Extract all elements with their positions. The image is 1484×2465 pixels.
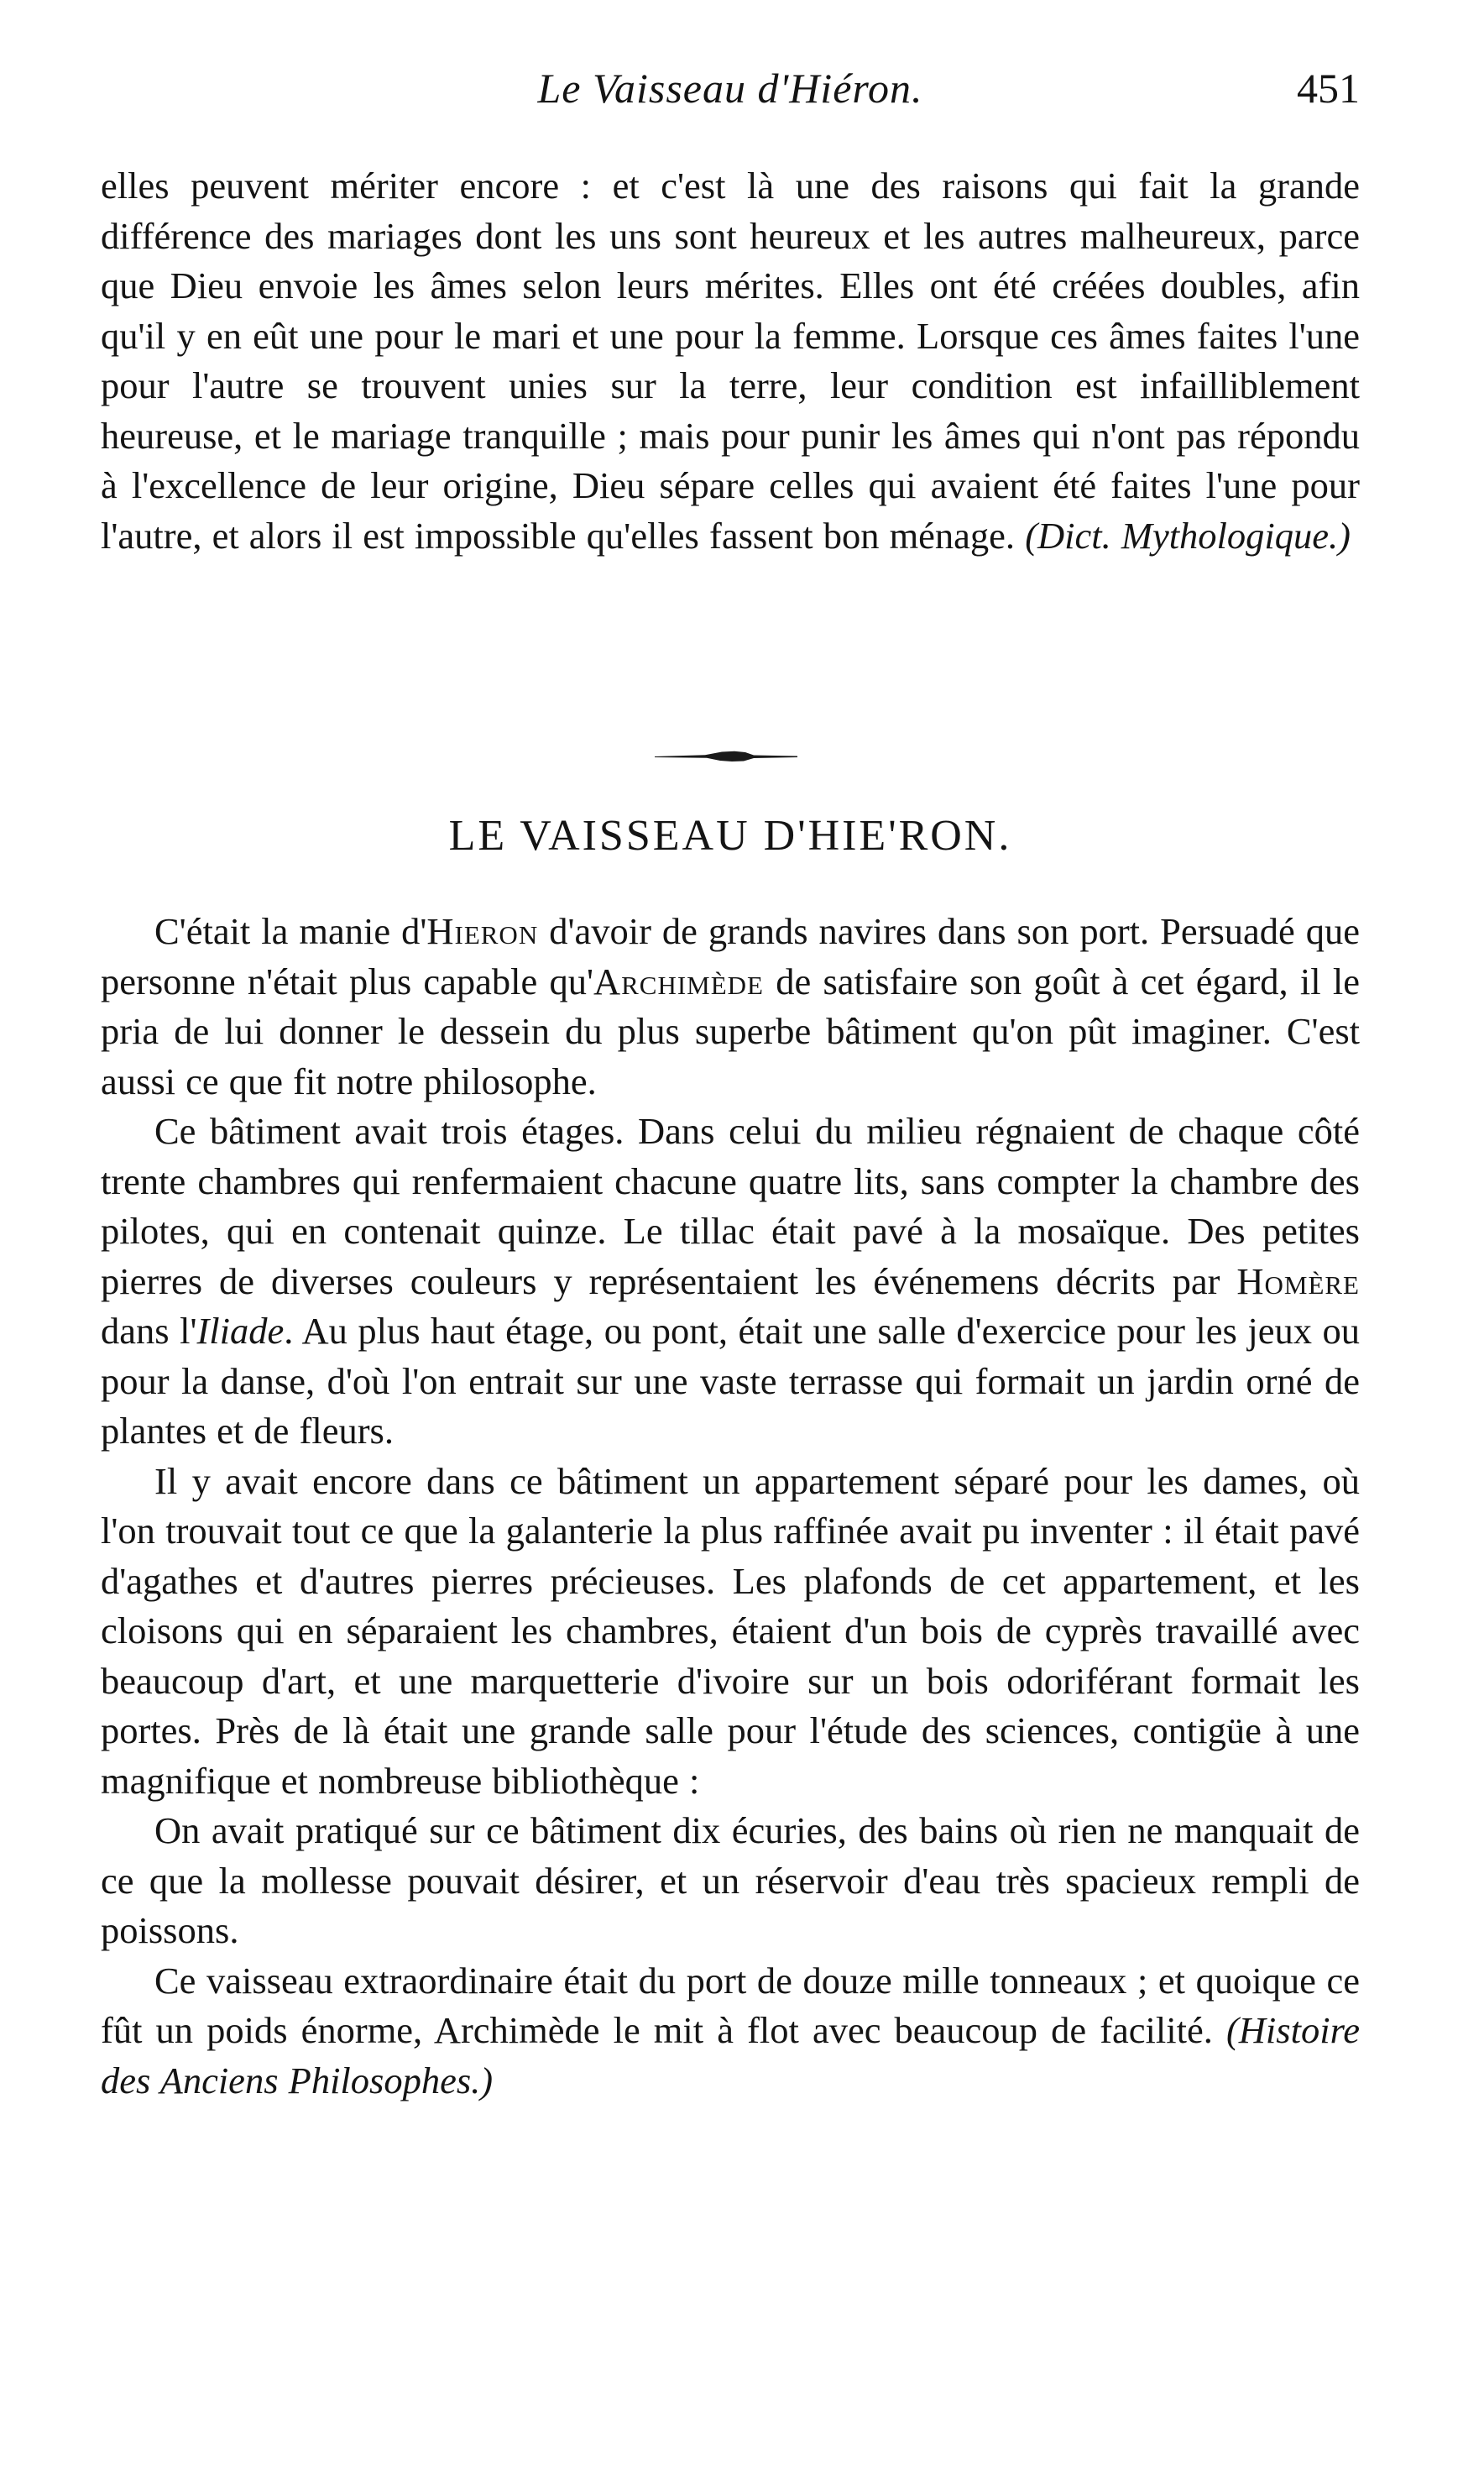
person-name: Hieron <box>426 910 539 952</box>
text-run: dans l' <box>101 1310 197 1352</box>
text-run: d'avoir de grands navires dans son port. Persuadé que personne n'était plus capable qu' <box>101 910 1360 1002</box>
text-run: C'était la manie d' <box>154 910 427 952</box>
previous-article-ending <box>101 161 1360 561</box>
article-body <box>101 907 1360 2106</box>
section-divider-ornament <box>655 751 797 762</box>
person-name: Homère <box>1236 1259 1360 1302</box>
paragraph: Il y avait encore dans ce bâtiment un appartement séparé pour les dames, où l'on trouvait tout ce que la galanterie la plus raffinée avait pu inventer : il était pavé d'agathes et d'autres pierres précieuses. Les plafonds de cet appartement, et les cloisons qui en séparaient les chambres, étaient d'un bois de cyprès travaillé avec beaucoup d'art, et une marquetterie d'ivoire sur un bois odoriférant formait les portes. Près de là était une grande salle pour l'étude des sciences, contigüe à une magnifique et nombreuse bibliothèque : <box>101 1459 1360 1802</box>
paragraph <box>101 1107 1360 1457</box>
text-run: Ce bâtiment avait trois étages. Dans celui du milieu régnaient de chaque côté trente chambres qui renfermaient chacune quatre lits, sans compter la chambre des pilotes, qui en contenait quinze. Le tillac était pavé à la mosaïque. Des petites pierres de diverses couleurs y représentaient les événemens décrits par <box>101 1110 1360 1302</box>
text-run: de satisfaire son goût à cet égard, il le pria de lui donner le dessein du plus superbe bâtiment qu'on pût imaginer. C'est aussi ce que fit notre philosophe. <box>101 960 1360 1102</box>
source-citation: (Dict. Mythologique.) <box>1025 514 1351 557</box>
paragraph-text: elles peuvent mériter encore : et c'est là une des raisons qui fait la grande différence des mariages dont les uns sont heureux et les autres malheureux, parce que Dieu envoie les âmes selon leurs mérites. Elles ont été créées doubles, afin qu'il y en eût une pour le mari et une pour la femme. Lorsque ces âmes faites l'une pour l'autre se trouvent unies sur la terre, leur condition est infailliblement heureuse, et le mariage tranquille ; mais pour punir les âmes qui n'ont pas répondu à l'excellence de leur origine, Dieu sépare celles qui avaient été faites l'une pour l'autre, et alors il est impossible qu'elles fassent bon ménage. <box>101 165 1360 557</box>
running-title: Le Vaisseau d'Hiéron. <box>537 65 923 112</box>
paragraph-text: Ce vaisseau extraordinaire était du port de douze mille tonneaux ; et quoique ce fût un poids énorme, Archimède le mit à flot avec beaucoup de facilité. <box>101 1959 1360 2051</box>
article-title: LE VAISSEAU D'HIE'RON. <box>448 812 1012 860</box>
paragraph <box>101 161 1360 561</box>
paragraph <box>101 907 1360 1107</box>
person-name: Archimède <box>593 960 764 1002</box>
paragraph: On avait pratiqué sur ce bâtiment dix écuries, des bains où rien ne manquait de ce que la mollesse pouvait désirer, et un réservoir d'eau très spacieux rempli de poissons. <box>101 1809 1360 1951</box>
paragraph <box>101 1956 1360 2107</box>
text-run: . Au plus haut étage, ou pont, était une salle d'exercice pour les jeux ou pour la danse, d'où l'on entrait sur une vaste terrasse qui formait un jardin orné de plantes et de fleurs. <box>101 1310 1361 1452</box>
source-citation: (Histoire des Anciens Philosophes.) <box>101 2009 1360 2101</box>
page-number: 451 <box>1297 65 1360 112</box>
running-head <box>126 59 1360 118</box>
work-title: Iliade <box>196 1310 285 1352</box>
